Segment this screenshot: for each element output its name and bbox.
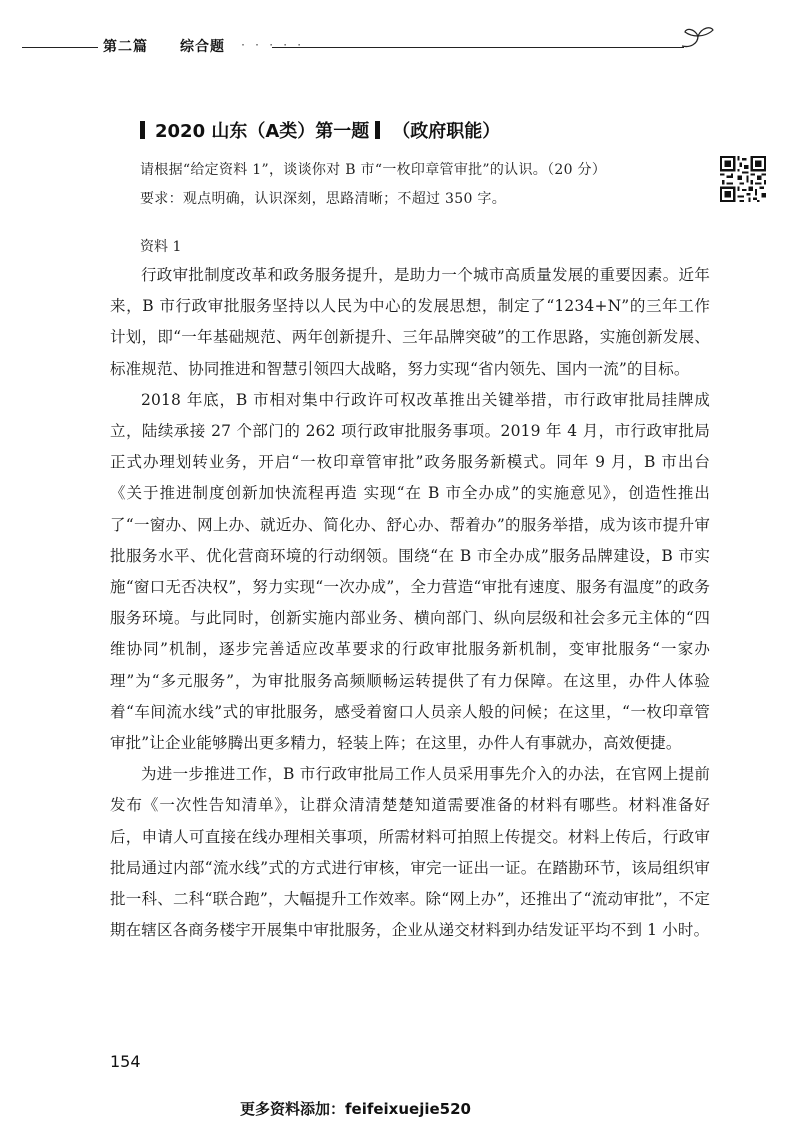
paragraph: 2018 年底，B 市相对集中行政许可权改革推出关键举措，市行政审批局挂牌成立，陆续承接 27 个部门的 262 项行政审批服务事项。2019 年 4 月，市行政审批局正式办理划转业务，开启“一枚印章管审批”政务服务新模式。同年 9 月，B 市出台《关于推进制度创新加快流程再造 实现“在 B 市全办成”的实施意见》，创造性推出了“一窗办、网上办、就近办、简化办、舒心办、帮着办”的服务举措，成为该市提升审批服务水平、优化营商环境的行动纲领。围绕“在 B 市全办成”服务品牌建设，B 市实施“窗口无否决权”，努力实现“一次办成”，全力营造“审批有速度、服务有温度”的政务服务环境。与此同时，创新实施内部业务、横向部门、纵向层级和社会多元主体的“四维协同”机制，逐步完善适应改革要求的行政审批服务新机制，变审批服务“一家办理”为“多元服务”，为审批服务高频顺畅运转提供了有力保障。在这里，办件人体验着“车间流水线”式的审批服务，感受着窗口人员亲人般的问候；在这里，“一枚印章管审批”让企业能够腾出更多精力，轻装上阵；在这里，办件人有事就办，高效便捷。 [110,390,710,753]
question-title-text: 2020 山东（A类）第一题 [155,121,370,142]
title-bar-left [140,121,145,139]
title-bar-right [375,121,380,139]
footer-note: 更多资料添加：feifeixuejie520 [240,1100,471,1118]
question-prompt: 请根据“给定资料 1”，谈谈你对 B 市“一枚印章管审批”的认识。（20 分） [140,162,607,178]
header-dots: · · · · · [240,40,304,51]
sprout-icon [680,22,716,52]
page-number: 154 [110,1052,141,1071]
header-rule-right [272,47,684,48]
header-rule-left [22,47,98,48]
question-title [140,117,500,143]
material-body [110,260,710,946]
material-label: 资料 1 [140,239,182,255]
question-requirement: 要求：观点明确，认识深刻，思路清晰；不超过 350 字。 [140,191,507,207]
qr-code-icon[interactable] [720,156,766,202]
running-header-section: 第二篇 [103,39,148,55]
paragraph: 为进一步推进工作，B 市行政审批局工作人员采用事先介入的办法，在官网上提前发布《一次性告知清单》，让群众清清楚楚知道需要准备的材料有哪些。材料准备好后，申请人可直接在线办理相关事项，所需材料可拍照上传提交。材料上传后，行政审批局通过内部“流水线”式的方式进行审核，审完一证出一证。在踏勘环节，该局组织审批一科、二科“联合跑”，大幅提升工作效率。除“网上办”，还推出了“流动审批”，不定期在辖区各商务楼宇开展集中审批服务，企业从递交材料到办结发证平均不到 1 小时。 [110,765,710,940]
paragraph: 行政审批制度改革和政务服务提升，是助力一个城市高质量发展的重要因素。近年来，B 市行政审批服务坚持以人民为中心的发展思想，制定了“1234+N”的三年工作计划，即“一年基础规范、两年创新提升、三年品牌突破”的工作思路，实施创新发展、标准规范、协同推进和智慧引领四大战略，努力实现“省内领先、国内一流”的目标。 [110,266,710,378]
question-category: （政府职能） [392,121,501,142]
running-header-topic: 综合题 [180,39,225,55]
